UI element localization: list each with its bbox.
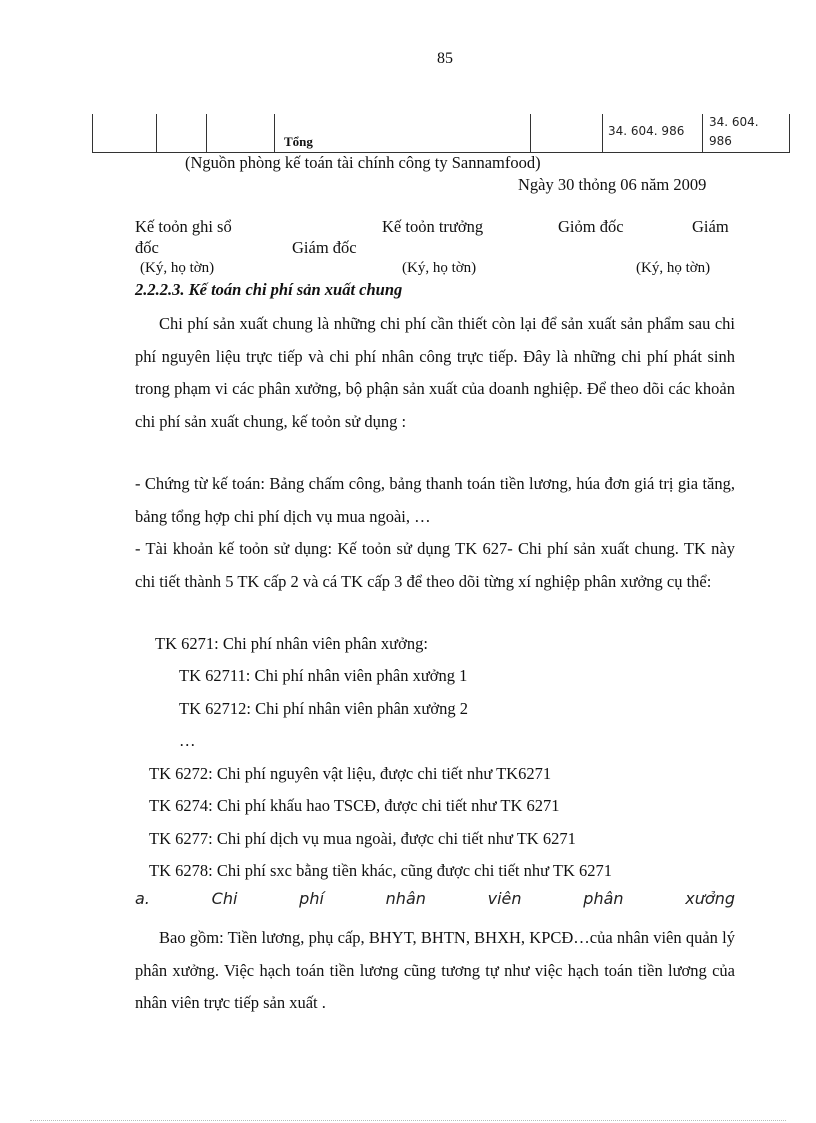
subheading-word: xưởng xyxy=(685,889,735,908)
debit-total: 34. 604. 986 xyxy=(608,124,685,138)
subheading-word: nhân xyxy=(385,889,426,908)
subheading-word: Chi xyxy=(211,889,238,908)
table-border xyxy=(602,114,603,152)
table-border xyxy=(530,114,531,152)
source-note: (Nguồn phòng kế toán tài chính công ty Sannamfood) xyxy=(185,153,541,172)
account-62712: TK 62712: Chi phí nhân viên phân xưởng 2 xyxy=(179,699,468,718)
account-62711: TK 62711: Chi phí nhân viên phân xưởng 1 xyxy=(179,666,468,685)
account-6272: TK 6272: Chi phí nguyên vật liệu, được chi tiết như TK6271 xyxy=(149,764,552,783)
paragraph-overview-text: Chi phí sản xuất chung là những chi phí cần thiết còn lại để sản xuất sản phẩm sau chi phí nguyên liệu trực tiếp và chi phí nhân công trực tiếp. Đây là những chi phí phát sinh trong phạm vi các phân xưởng, bộ phận sản xuất của doanh nghiệp. Để theo dõi các khoản chi phí sản xuất chung, kế toỏn sử dụng : xyxy=(135,314,735,431)
account-6271: TK 6271: Chi phí nhân viên phân xưởng: xyxy=(155,634,428,653)
table-border xyxy=(156,114,157,152)
signer-director2-part1: Giám xyxy=(692,217,729,236)
sign-note-1: (Ký, họ tờn) xyxy=(140,260,215,276)
account-6278: TK 6278: Chi phí sxc bằng tiền khác, cũng được chi tiết như TK 6271 xyxy=(149,861,613,880)
paragraph-overview xyxy=(135,308,735,438)
table-border xyxy=(789,114,790,152)
credit-total-line1: 34. 604. xyxy=(709,115,759,129)
subheading-staff-cost xyxy=(135,889,735,908)
account-6277: TK 6277: Chi phí dịch vụ mua ngoài, được chi tiết như TK 6271 xyxy=(149,829,576,848)
signer-director3: Giám đốc xyxy=(292,238,357,257)
credit-total-line2: 986 xyxy=(709,134,732,148)
subheading-word: a. xyxy=(135,889,150,908)
subheading-word: phí xyxy=(299,889,324,908)
subheading-word: phân xyxy=(583,889,624,908)
account-6274: TK 6274: Chi phí khấu hao TSCĐ, được chi tiết như TK 6271 xyxy=(149,796,560,815)
signer-director2-part2: đốc xyxy=(135,238,159,257)
sign-note-3: (Ký, họ tờn) xyxy=(636,260,711,276)
paragraph-includes-text: Bao gồm: Tiền lương, phụ cấp, BHYT, BHTN, BHXH, KPCĐ…của nhân viên quản lý phân xưởng. Việc hạch toán tiền lương cũng tương tự như việc hạch toán tiền lương của nhân viên trực tiếp sản xuất . xyxy=(135,928,735,1012)
subheading-word: viên xyxy=(487,889,522,908)
summary-table-fragment xyxy=(92,114,790,153)
paragraph-documents: - Chứng từ kế toán: Bảng chấm công, bảng thanh toán tiền lương, húa đơn giá trị gia tăng, bảng tổng hợp chi phí dịch vụ mua ngoài, … xyxy=(135,474,735,526)
page-footer-rule xyxy=(30,1120,786,1121)
page-number: 85 xyxy=(437,50,453,67)
sign-note-2: (Ký, họ tờn) xyxy=(402,260,477,276)
date-line: Ngày 30 thỏng 06 năm 2009 xyxy=(518,175,707,194)
paragraph-includes xyxy=(135,922,735,1020)
account-ellipsis: … xyxy=(179,731,196,750)
signer-director: Giỏm đốc xyxy=(558,217,624,236)
signer-chief-accountant: Kế toỏn trưởng xyxy=(382,217,484,236)
total-label: Tổng xyxy=(284,134,313,149)
signer-writer: Kế toỏn ghi sổ xyxy=(135,217,232,236)
table-border xyxy=(274,114,275,152)
table-border xyxy=(702,114,703,152)
table-border xyxy=(92,114,93,152)
section-heading: 2.2.2.3. Kế toán chi phí sản xuất chung xyxy=(135,280,403,299)
paragraph-accounts: - Tài khoản kế toỏn sử dụng: Kế toỏn sử dụng TK 627- Chi phí sản xuất chung. TK này chi tiết thành 5 TK cấp 2 và cá TK cấp 3 để theo dõi từng xí nghiệp phân xưởng cụ thể: xyxy=(135,539,735,591)
table-border xyxy=(206,114,207,152)
